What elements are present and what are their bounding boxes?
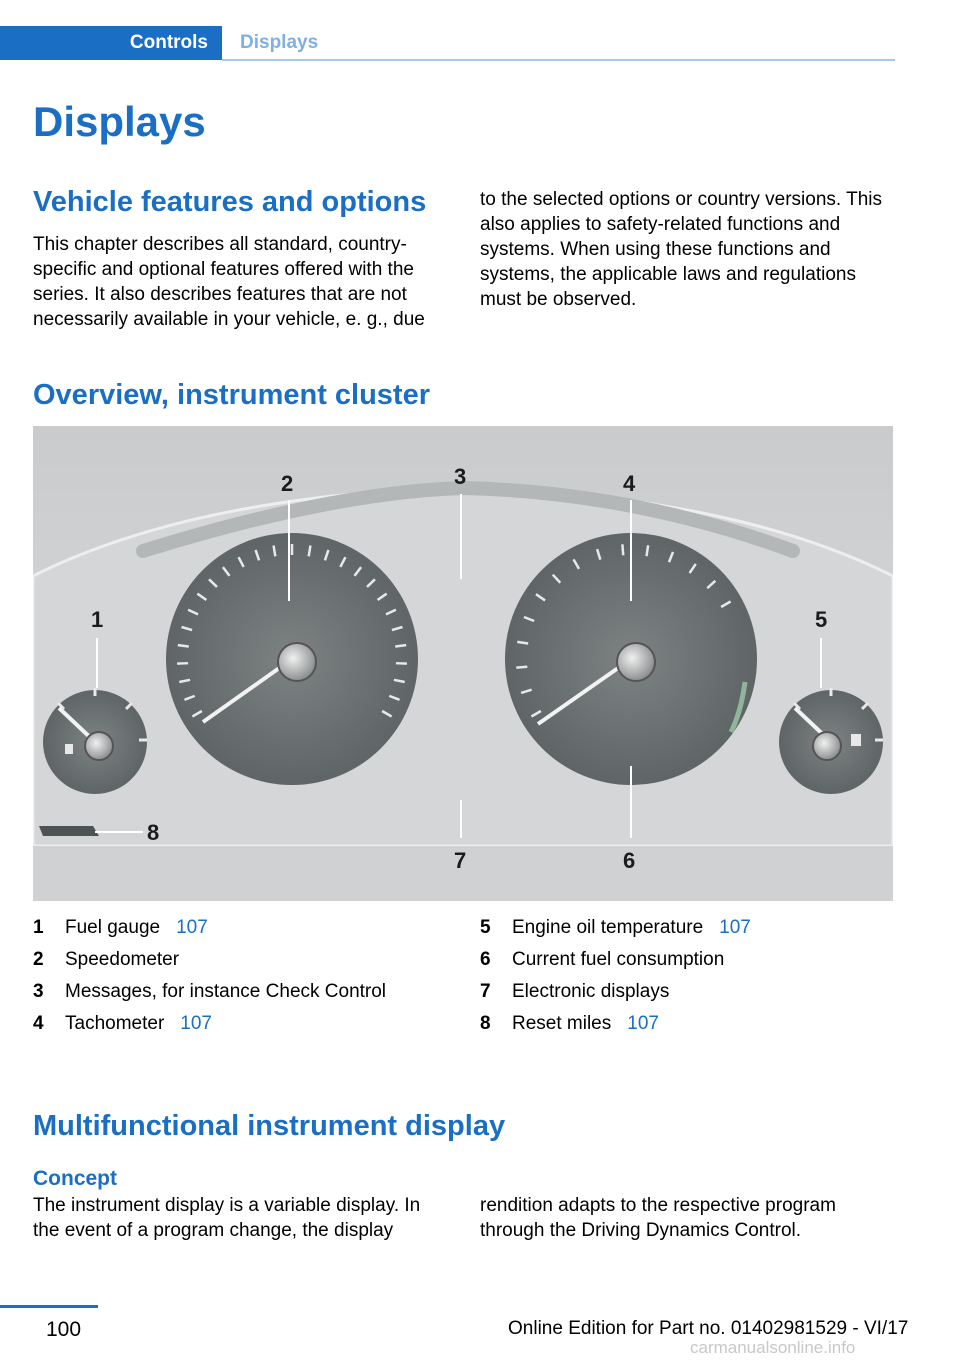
legend-label: Reset miles xyxy=(512,1013,612,1034)
legend-right xyxy=(480,912,900,1040)
legend-num: 3 xyxy=(33,981,44,1002)
heading-vehicle-features: Vehicle features and options xyxy=(33,186,427,218)
dial-tick xyxy=(274,545,276,556)
legend-num: 8 xyxy=(480,1013,491,1034)
dial-tick xyxy=(309,545,311,556)
legend-num: 4 xyxy=(33,1013,44,1034)
watermark: carmanualsonline.info xyxy=(690,1338,856,1357)
legend-label: Messages, for instance Check Control xyxy=(65,981,387,1002)
legend-label: Speedometer xyxy=(65,949,180,970)
callout-2: 2 xyxy=(281,471,294,496)
oil-temp-gauge-hub xyxy=(813,732,841,760)
edition-note: Online Edition for Part no. 01402981529 - VI/17 xyxy=(508,1318,909,1339)
tab-controls[interactable] xyxy=(0,26,222,60)
page-number: 100 xyxy=(46,1318,82,1341)
fuel-gauge-hub xyxy=(85,732,113,760)
page-link[interactable]: 107 xyxy=(176,917,208,938)
tachometer-hub xyxy=(617,643,655,681)
legend-num: 7 xyxy=(480,981,491,1002)
dial-tick xyxy=(622,544,623,555)
intro-col2: to the selected options or country versions. This also applies to safety-related functions and systems. When using these functions and systems, the applicable laws and regulations must be observed. xyxy=(480,189,883,310)
dial-tick xyxy=(517,642,528,644)
callout-7: 7 xyxy=(454,848,467,873)
dial-tick xyxy=(516,667,527,668)
page-link[interactable]: 107 xyxy=(180,1013,212,1034)
fuel-pump-icon xyxy=(65,744,73,754)
heading-multifunctional-display: Multifunctional instrument display xyxy=(33,1110,506,1142)
callout-8: 8 xyxy=(147,820,160,845)
legend-item-1 xyxy=(33,912,453,944)
tab-underline xyxy=(222,59,895,61)
instrument-cluster-figure xyxy=(33,426,893,901)
legend-label: Fuel gauge xyxy=(65,917,161,938)
callout-6: 6 xyxy=(623,848,636,873)
callout-1: 1 xyxy=(91,607,104,632)
tab-displays-label: Displays xyxy=(240,32,319,53)
legend-item-2 xyxy=(33,944,453,976)
legend-item-8 xyxy=(480,1008,900,1040)
legend-label: Electronic displays xyxy=(512,981,670,1002)
dial-tick xyxy=(395,645,406,646)
legend-num: 6 xyxy=(480,949,491,970)
legend-num: 1 xyxy=(33,917,44,938)
page-link[interactable]: 107 xyxy=(719,917,751,938)
legend-item-7 xyxy=(480,976,900,1008)
concept-col2: rendition adapts to the respective program through the Driving Dynamics Control. xyxy=(480,1195,836,1241)
intro-col1: This chapter describes all standard, country-specific and optional features offered with the series. It also describes features that are not necessarily available in your vehicle, e. g., due xyxy=(33,234,425,330)
footer-rule xyxy=(0,1305,98,1308)
legend-left xyxy=(33,912,453,1040)
page-title: Displays xyxy=(33,98,206,145)
heading-overview-cluster: Overview, instrument cluster xyxy=(33,379,431,411)
legend-label: Engine oil temperature xyxy=(512,917,704,938)
dial-tick xyxy=(178,645,189,646)
oil-can-icon xyxy=(851,734,861,746)
callout-5: 5 xyxy=(815,607,828,632)
tab-controls-label: Controls xyxy=(129,32,208,53)
legend-label: Current fuel consumption xyxy=(512,949,725,970)
callout-3: 3 xyxy=(454,464,467,489)
tab-displays[interactable] xyxy=(222,26,318,60)
legend-item-4 xyxy=(33,1008,453,1040)
legend-label: Tachometer xyxy=(65,1013,165,1034)
subheading-concept: Concept xyxy=(33,1167,117,1190)
chapter-tabs xyxy=(0,26,895,60)
dial-tick xyxy=(647,545,649,556)
reset-miles-indicator xyxy=(39,826,99,836)
legend-item-3 xyxy=(33,976,453,1008)
speedometer-hub xyxy=(278,643,316,681)
legend-item-6 xyxy=(480,944,900,976)
concept-col1: The instrument display is a variable display. In the event of a program change, the display xyxy=(33,1195,421,1241)
page-link[interactable]: 107 xyxy=(627,1013,659,1034)
callout-4: 4 xyxy=(623,471,636,496)
legend-item-5 xyxy=(480,912,900,944)
legend-num: 2 xyxy=(33,949,44,970)
legend-num: 5 xyxy=(480,917,491,938)
